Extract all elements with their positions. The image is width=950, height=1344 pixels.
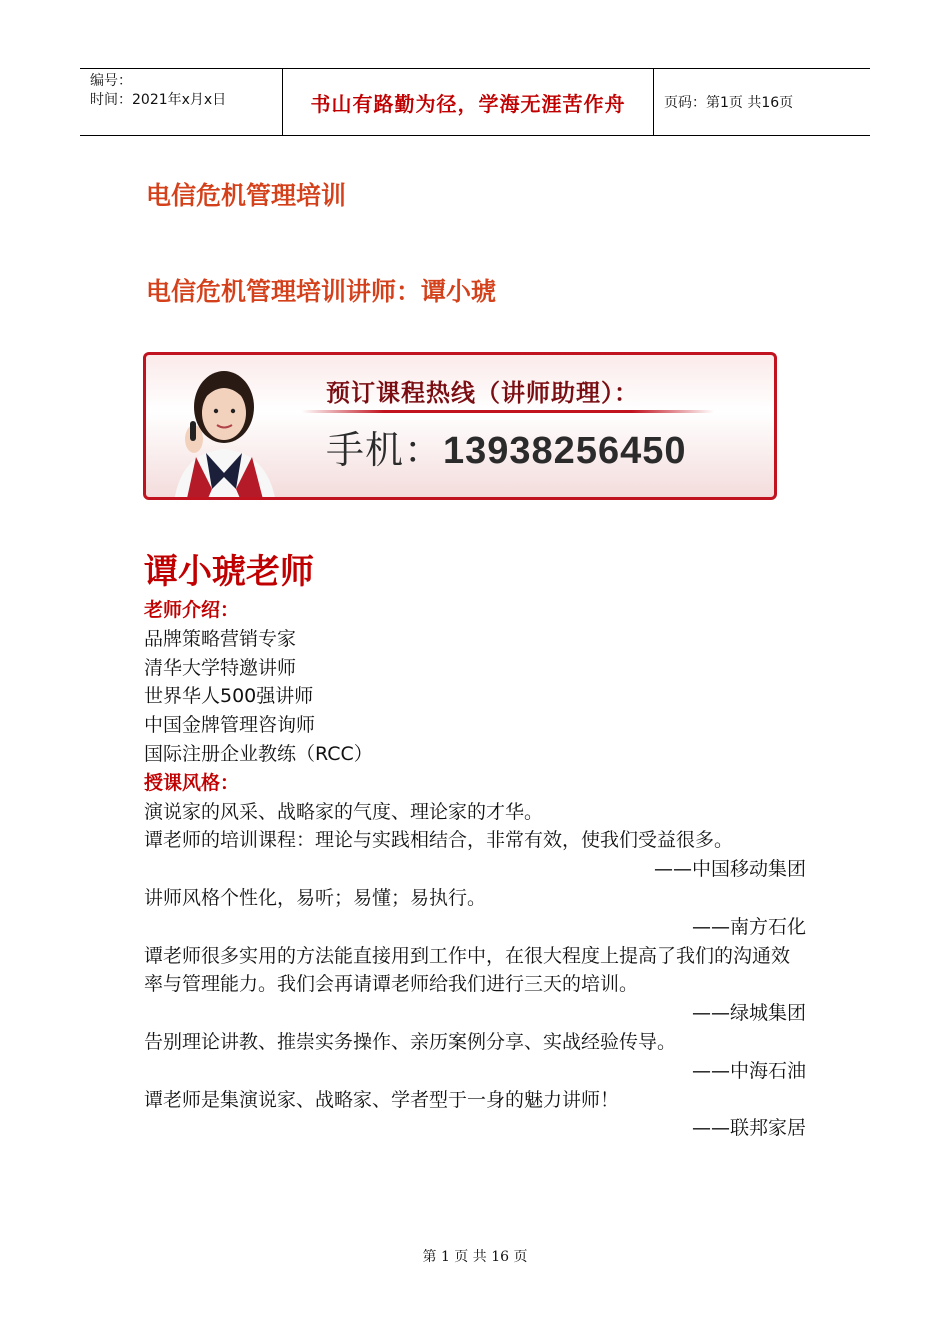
header-page-info: 页码：第1页 共16页	[664, 95, 794, 111]
testimonial-source: ——绿城集团	[691, 1002, 806, 1025]
testimonial-text: 谭老师的培训课程：理论与实践相结合，非常有效，使我们受益很多。	[144, 829, 734, 852]
testimonial-source: ——中国移动集团	[653, 858, 806, 881]
testimonial-text: 谭老师是集演说家、战略家、学者型于一身的魅力讲师！	[144, 1088, 620, 1111]
intro-item: 中国金牌管理咨询师	[144, 714, 316, 737]
banner-divider	[302, 410, 714, 413]
intro-item: 世界华人500强讲师	[144, 685, 314, 708]
hotline-banner	[143, 352, 777, 500]
number-label: 编号：	[90, 73, 132, 89]
style-heading: 授课风格：	[144, 771, 240, 794]
testimonial-source: ——联邦家居	[691, 1117, 806, 1140]
intro-item: 品牌策略营销专家	[144, 627, 297, 650]
testimonial-source: ——中海石油	[691, 1059, 806, 1082]
doc-subtitle: 电信危机管理培训讲师：谭小琥	[146, 277, 497, 306]
phone-number: 13938256450	[443, 430, 687, 472]
assistant-photo-icon	[156, 361, 286, 500]
page-header	[80, 68, 870, 136]
intro-item: 清华大学特邀讲师	[144, 656, 297, 679]
header-motto-cell	[282, 69, 654, 135]
doc-title: 电信危机管理培训	[146, 181, 347, 210]
phone-line	[326, 419, 687, 474]
phone-label: 手机：	[326, 428, 444, 472]
hotline-label: 预订课程热线（讲师助理）：	[326, 379, 639, 407]
testimonial-text: 谭老师很多实用的方法能直接用到工作中，在很大程度上提高了我们的沟通效率与管理能力。我们会再请谭老师给我们进行三天的培训。	[144, 944, 791, 996]
time-label: 时间：2021年x月x日	[90, 92, 227, 108]
page-footer: 第 1 页 共 16 页	[422, 1249, 528, 1265]
header-meta	[80, 69, 282, 135]
testimonial-text: 讲师风格个性化，易听；易懂；易执行。	[144, 886, 487, 909]
intro-item: 国际注册企业教练（RCC）	[144, 742, 373, 765]
intro-heading: 老师介绍：	[144, 599, 240, 621]
testimonial-source: ——南方石化	[691, 915, 806, 938]
teacher-name: 谭小琥老师	[144, 552, 314, 592]
testimonial-text: 告别理论讲教、推崇实务操作、亲历案例分享、实战经验传导。	[144, 1030, 677, 1053]
motto: 书山有路勤为径，学海无涯苦作舟	[310, 91, 626, 116]
teacher-profile	[144, 596, 806, 1143]
style-opening: 演说家的风采、战略家的气度、理论家的才华。	[144, 800, 544, 823]
